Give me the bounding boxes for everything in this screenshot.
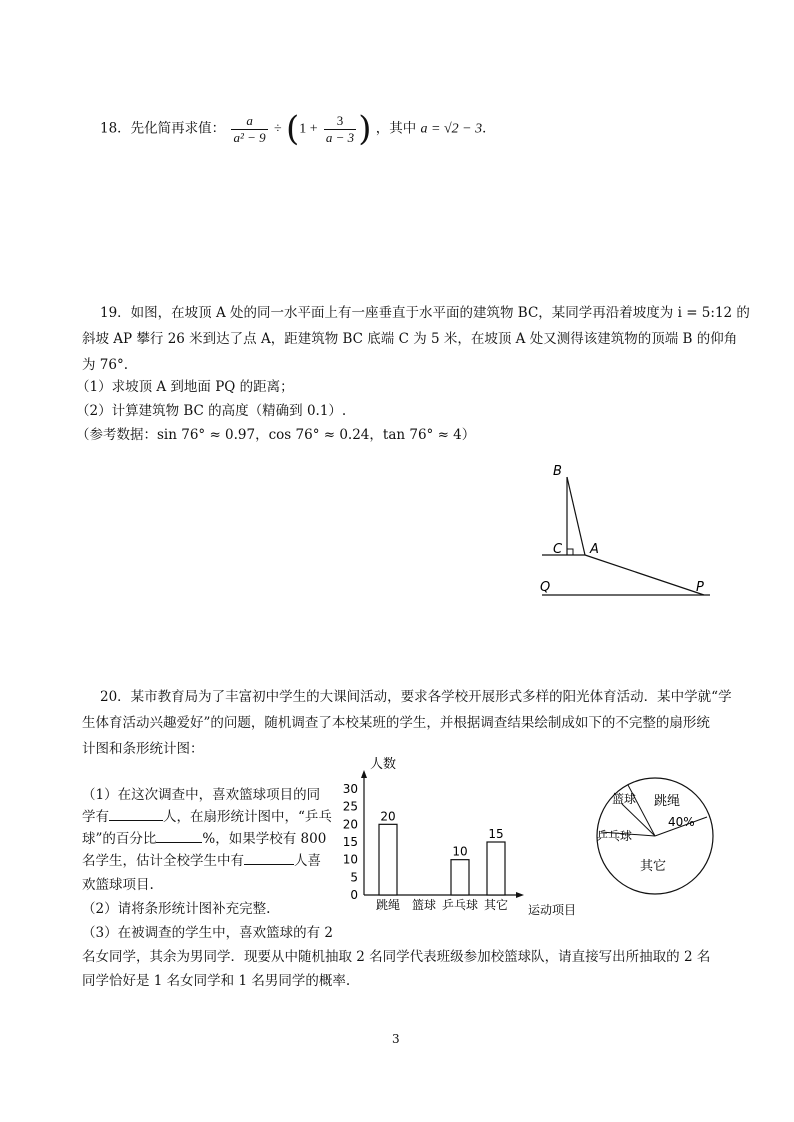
q20-s1-b1: 学有	[82, 809, 109, 825]
label-c: C	[553, 542, 563, 557]
bar-跳绳	[379, 824, 397, 895]
bar-data-label: 15	[488, 827, 504, 841]
bar-ytick-label: 30	[342, 782, 358, 796]
bar-xtick-label: 篮球	[411, 898, 437, 912]
q19-line2: 斜坡 AP 攀行 26 米到达了点 A，距建筑物 BC 底端 C 为 5 米，在坡顶 A 处又测得该建筑物的顶端 B 的仰角	[82, 331, 738, 347]
q20-line2: 生体育活动兴趣爱好”的问题，随机调查了本校某班的学生，并根据调查结果绘制成如下的不完整的扇形统	[82, 715, 710, 731]
q20-s1-e: 欢篮球项目.	[82, 877, 154, 893]
pie-label-basketball: 篮球	[612, 792, 637, 806]
bar-xtick-label: 其它	[483, 898, 509, 912]
bar-chart	[340, 752, 590, 922]
pie-label-40pct: 40%	[668, 815, 695, 829]
q18-inner-num: 3	[324, 113, 356, 130]
q20-line3: 计图和条形统计图：	[82, 741, 204, 757]
q20-s1-c	[82, 828, 326, 850]
bar-ytick-label: 15	[342, 835, 358, 849]
answer-blank-percent	[156, 828, 202, 843]
q19-line1: 19．如图，在坡顶 A 处的同一水平面上有一座垂直于水平面的建筑物 BC，某同学再沿着坡度为 i = 5:12 的	[100, 305, 750, 321]
sightline-ba	[567, 477, 585, 555]
q18-fraction-inner	[324, 113, 356, 146]
q20-s1-b	[82, 806, 332, 828]
q20-s1-d1: 名学生，估计全校学生中有	[82, 853, 244, 869]
q18-right-paren: )	[358, 109, 372, 149]
bar-xlabel: 运动项目	[528, 903, 577, 917]
bar-ylabel: 人数	[370, 757, 397, 772]
page-number: 3	[392, 1032, 400, 1046]
pie-chart	[592, 772, 722, 902]
bar-ytick-label: 5	[350, 870, 358, 885]
label-a: A	[590, 542, 599, 557]
q18-inner-den: a − 3	[325, 129, 355, 145]
right-angle-mark	[567, 549, 573, 555]
label-q: Q	[540, 580, 551, 595]
pie-label-pingpong: 乒乓球	[596, 829, 633, 843]
q19-diagram	[520, 455, 720, 605]
q20-s2: （2）请将条形统计图补充完整.	[82, 901, 271, 917]
q20-s3-b: 名女同学，其余为男同学．现要从中随机抽取 2 名同学代表班级参加校篮球队，请直接写出所抽取的 2 名	[82, 949, 711, 965]
q19-ref: （参考数据：sin 76° ≈ 0.97，cos 76° ≈ 0.24，tan 76° ≈ 4）	[76, 427, 476, 443]
q18-cond-expr: a = √2 − 3	[420, 121, 483, 137]
label-p: P	[696, 580, 704, 595]
q18-end: ．	[482, 120, 496, 137]
question-18	[100, 109, 496, 149]
bar-ytick-label: 25	[342, 799, 358, 814]
bar-data-label: 10	[452, 844, 468, 859]
q19-sub2: （2）计算建筑物 BC 的高度（精确到 0.1）.	[76, 403, 347, 419]
slope-ap	[585, 555, 704, 595]
q18-fraction-main	[231, 113, 267, 146]
q20-s1-c2: %，如果学校有 800	[202, 831, 327, 847]
q18-frac-num: a	[231, 113, 267, 130]
q20-s1-a: （1）在这次调查中，喜欢篮球项目的同	[82, 787, 321, 803]
bar-data-label: 20	[380, 809, 396, 824]
q18-frac-den: a² − 9	[233, 129, 266, 145]
bar-ytick-label: 0	[350, 888, 358, 902]
answer-blank-count	[109, 806, 163, 821]
bar-xtick-label: 跳绳	[375, 898, 401, 912]
q20-s1-c1: 球”的百分比	[82, 831, 157, 847]
q18-left-paren: (	[285, 109, 300, 149]
bar-ytick-label: 10	[342, 852, 358, 867]
q20-s3-a: （3）在被调查的学生中，喜欢篮球的有 2	[82, 925, 333, 941]
pie-label-jumprope: 跳绳	[654, 794, 681, 809]
q18-div-sign: ÷	[273, 121, 282, 137]
q20-s1-b2: 人，在扇形统计图中，“乒乓	[163, 809, 332, 825]
label-b: B	[553, 464, 562, 479]
q20-s1-d2: 人喜	[294, 853, 321, 869]
q20-s1-d	[82, 850, 321, 872]
bar-乒乓球	[451, 860, 469, 895]
q18-inner-one: 1 +	[299, 121, 318, 137]
q20-line1: 20．某市教育局为了丰富初中学生的大课间活动，要求各学校开展形式多样的阳光体育活动．某中学就“学	[100, 689, 732, 705]
bar-y-arrow	[361, 770, 367, 778]
q19-sub1: （1）求坡顶 A 到地面 PQ 的距离；	[76, 379, 294, 395]
q18-label: 18．先化简再求值：	[100, 120, 226, 137]
q20-s3-c: 同学恰好是 1 名女同学和 1 名男同学的概率.	[82, 973, 351, 989]
bar-其它	[487, 842, 505, 895]
answer-blank-school	[244, 850, 294, 865]
q19-line3: 为 76°.	[82, 357, 129, 373]
bar-x-arrow	[516, 892, 524, 898]
pie-label-other: 其它	[640, 859, 667, 874]
q18-cond-text: ，其中	[375, 120, 417, 137]
bar-xtick-label: 乒乓球	[441, 898, 479, 912]
bar-ytick-label: 20	[342, 817, 358, 832]
